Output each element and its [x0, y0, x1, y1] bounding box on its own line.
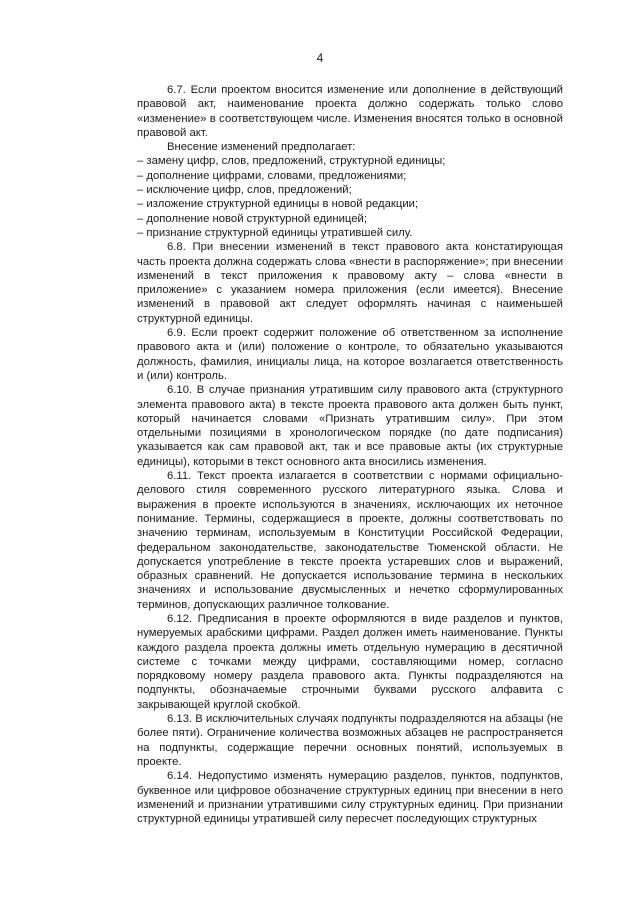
paragraph-changes-intro: Внесение изменений предполагает: [167, 141, 356, 154]
paragraph-6-13: 6.13. В исключительных случаях подпункты подразделяются на абзацы (не более пяти). Ограничение количества возможных абзацев не распространяется на подпункты, содержащие перечни основных понятий, используемых в проекте. [137, 713, 563, 768]
paragraph-6-11: 6.11. Текст проекта излагается в соответствии с нормами официально-делового стиля современного русского литературного языка. Слова и выражения в проекте используются в значениях, исключающих их неточное понимание. Термины, содержащиеся в проекте, должны соответствовать по значению терминам, используемым в Конституции Российской Федерации, федеральном законодательстве, законодательстве Тюменской области. Не допускается употребление в тексте проекта устаревших слов и выражений, образных сравнений. Не допускается использование термина в нескольких значениях и использование двусмысленных и нечетко сформулированных терминов, допускающих различное толкование. [137, 470, 563, 611]
paragraph-6-10: 6.10. В случае признания утратившим силу правового акта (структурного элемента правового акта) в тексте проекта правового акта должен быть пункт, который начинается словами «Признать утратившим силу». При этом отдельными позициями в хронологическом порядке (по дате подписания) указывается как сам правовой акт, так и все правовые акты (их структурные единицы), которыми в текст основного акта вносились изменения. [137, 384, 563, 468]
body-text [137, 83, 563, 826]
paragraph-6-7: 6.7. Если проектом вносится изменение или дополнение в действующий правовой акт, наименование проекта должно содержать только слово «изменение» в соответствующем числе. Изменения вносятся только в основной правовой акт. [137, 84, 563, 139]
paragraph-6-8: 6.8. При внесении изменений в текст правового акта констатирующая часть проекта должна содержать слова «внести в распоряжение»; при внесении изменений в текст приложения к правовому акту – слова «внести в приложение» с указанием номера приложения (если имеется). Внесение изменений в правовой акт следует оформлять начиная с наименьшей структурной единицы. [137, 241, 563, 325]
list-item: – дополнение новой структурной единицей; [137, 212, 367, 225]
paragraph-6-14: 6.14. Недопустимо изменять нумерацию разделов, пунктов, подпунктов, буквенное или цифровое обозначение структурных единиц при внесении в него изменений и признании утратившими силу структурных единиц. При признании структурной единицы утратившей силу пересчет последующих структурных [137, 770, 563, 826]
paragraph-6-12: 6.12. Предписания в проекте оформляются в виде разделов и пунктов, нумеруемых арабскими цифрами. Раздел должен иметь наименование. Пункты каждого раздела проекта должны иметь отдельную нумерацию в десятичной системе с точками между цифрами, составляющими номер, согласно порядковому номеру раздела правового акта. Пункты подразделяются на подпункты, обозначаемые строчными буквами русского алфавита с закрывающей круглой скобкой. [137, 612, 563, 711]
list-item: – дополнение цифрами, словами, предложениями; [137, 169, 407, 182]
page-number: 4 [316, 51, 324, 65]
list-item: – признание структурной единицы утратившей силу. [137, 226, 413, 239]
list-item: – замену цифр, слов, предложений, структурной единицы; [137, 155, 446, 168]
paragraph-6-9: 6.9. Если проект содержит положение об ответственном за исполнение правового акта и (или) положение о контроле, то обязательно указываются должность, фамилия, инициалы лица, на которое возлагается ответственность и (или) контроль. [137, 327, 563, 382]
list-item: – изложение структурной единицы в новой редакции; [137, 198, 419, 211]
list-item: – исключение цифр, слов, предложений; [137, 184, 352, 197]
